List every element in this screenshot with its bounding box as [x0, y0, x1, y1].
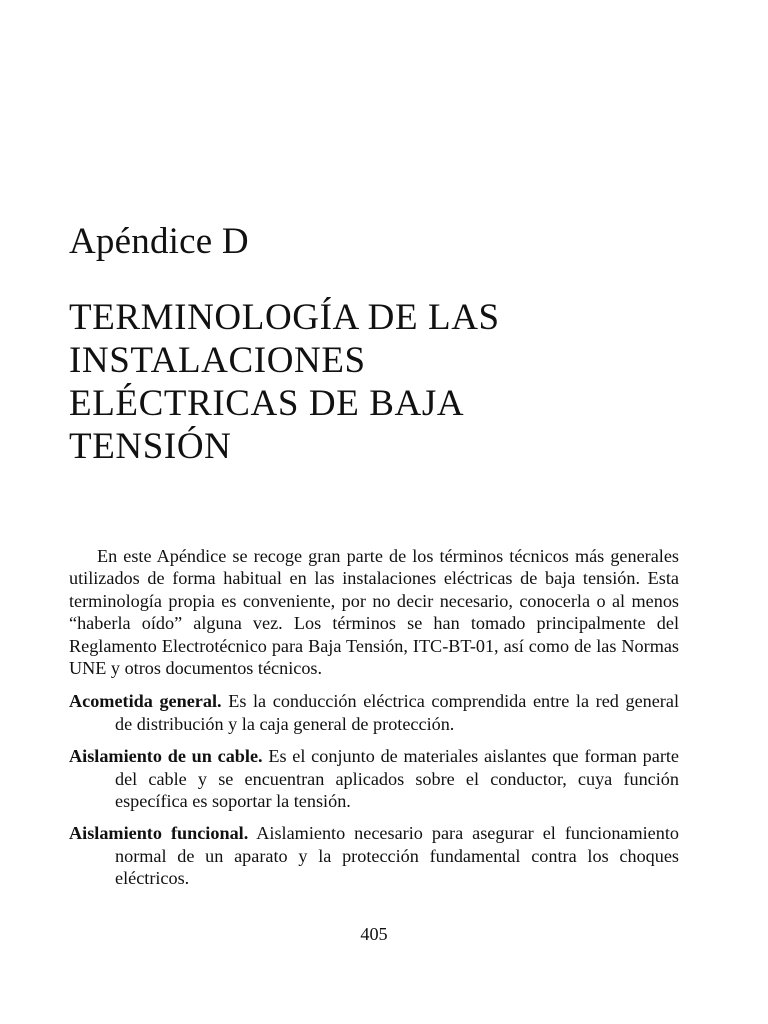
- glossary-definition: Es el conjunto de materiales aislantes que forman parte del cable y se encuentran aplicados sobre el conductor, cuya función específica es soportar la tensión.: [115, 746, 680, 812]
- glossary-definition: Aislamiento necesario para asegurar el funcionamiento normal de un aparato y la protección fundamental contra los choques eléctricos.: [115, 823, 679, 889]
- chapter-title-line: TERMINOLOGÍA DE LAS: [69, 297, 500, 338]
- glossary-definition: Es la conducción eléctrica comprendida entre la red general de distribución y la caja general de protección.: [115, 691, 679, 734]
- chapter-title-line: ELÉCTRICAS DE BAJA: [69, 383, 465, 424]
- glossary-entry: [69, 690, 679, 735]
- glossary-entry: [69, 745, 679, 812]
- chapter-title: [69, 296, 629, 468]
- chapter-title-line: TENSIÓN: [69, 426, 232, 467]
- glossary-term: Acometida general.: [69, 691, 222, 712]
- glossary-entry: [69, 822, 679, 889]
- document-page: [69, 0, 679, 1024]
- glossary-term: Aislamiento de un cable.: [69, 746, 263, 767]
- body-text: [69, 545, 679, 900]
- chapter-title-line: INSTALACIONES: [69, 340, 366, 381]
- appendix-label: Apéndice D: [69, 221, 249, 262]
- glossary-term: Aislamiento funcional.: [69, 823, 249, 844]
- page-number: 405: [360, 924, 388, 944]
- intro-paragraph: En este Apéndice se recoge gran parte de los términos técnicos más generales utilizados de forma habitual en las instalaciones eléctricas de baja tensión. Esta terminología propia es conveniente, por no decir necesario, conocerla o al menos “haberla oído” alguna vez. Los términos se han tomado principalmente del Reglamento Electrotécnico para Baja Tensión, ITC-BT-01, así como de las Normas UNE y otros documentos técnicos.: [69, 546, 679, 679]
